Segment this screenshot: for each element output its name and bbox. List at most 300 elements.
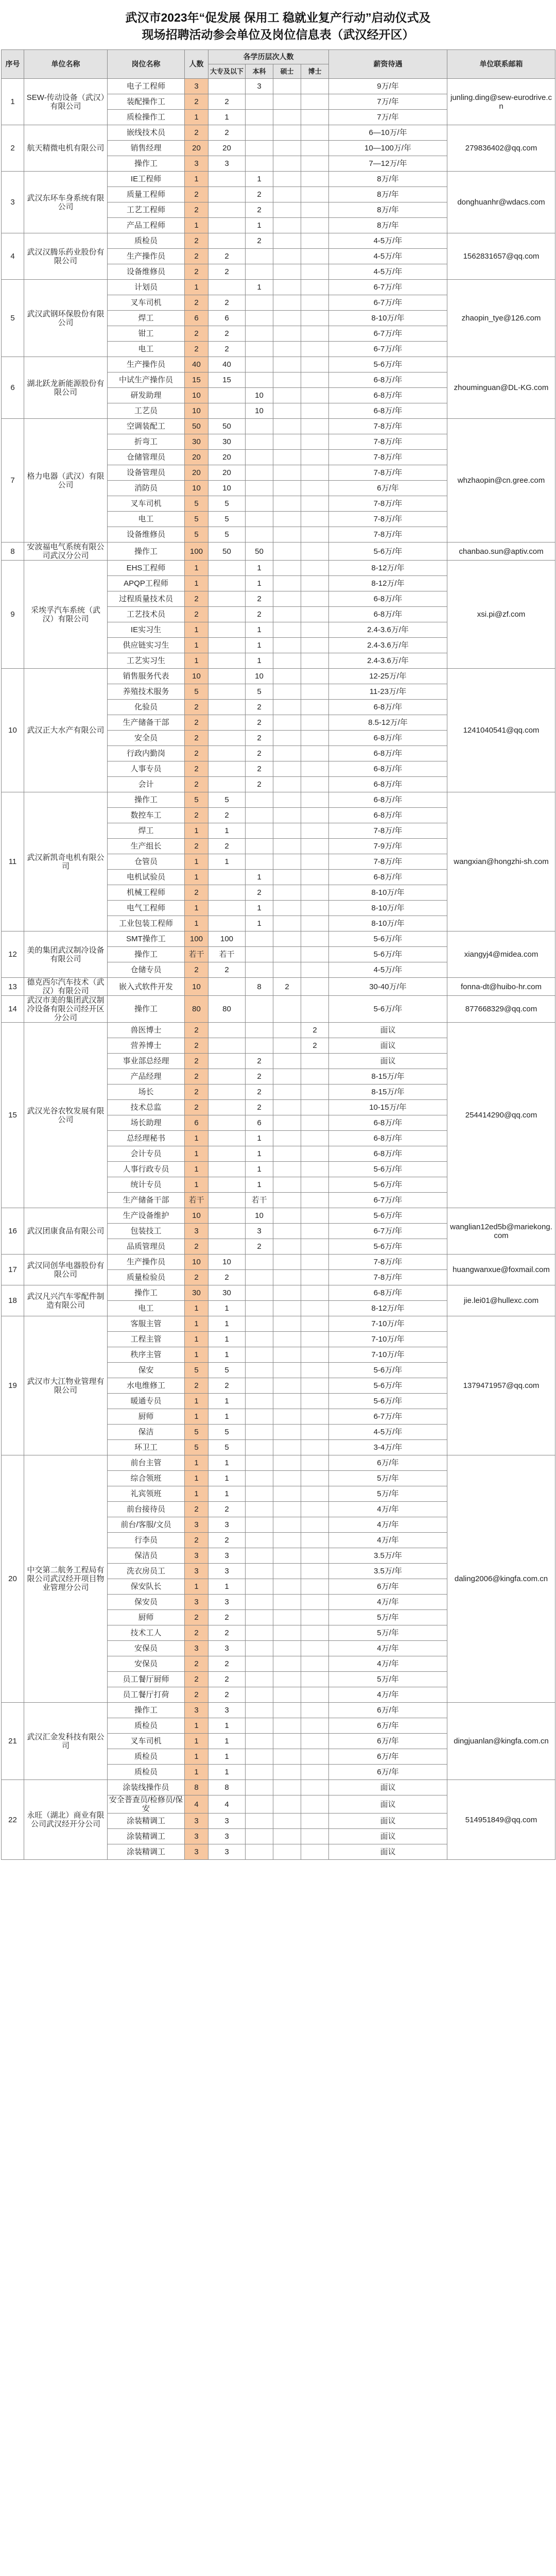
cell-position: 包装技工 [108,1224,185,1239]
cell-edu-master [273,1440,301,1455]
cell-edu-bachelor [246,264,273,280]
cell-edu-bachelor [246,94,273,110]
cell-edu-master [273,1765,301,1780]
cell-edu-bachelor: 1 [246,653,273,669]
cell-count: 1 [185,1734,208,1749]
cell-edu-college [208,79,246,94]
cell-edu-college: 2 [208,249,246,264]
header-position: 岗位名称 [108,50,185,79]
cell-count: 1 [185,1486,208,1502]
cell-count: 2 [185,1687,208,1703]
table-row [2,1255,555,1270]
cell-salary: 6-7万/年 [329,1224,447,1239]
cell-edu-college [208,1069,246,1084]
cell-count: 2 [185,1378,208,1394]
cell-salary: 8.5-12万/年 [329,715,447,731]
cell-edu-master [273,870,301,885]
cell-edu-college [208,700,246,715]
cell-count: 2 [185,1023,208,1038]
company-contact-email: 877668329@qq.com [447,996,555,1023]
table-row [2,978,555,996]
company-name: 采埃孚汽车系统（武汉）有限公司 [24,561,108,669]
cell-count: 5 [185,512,208,527]
cell-edu-bachelor [246,481,273,496]
cell-edu-bachelor: 1 [246,1177,273,1193]
cell-edu-college [208,653,246,669]
cell-edu-doctor [301,561,329,576]
cell-position: 品质管理员 [108,1239,185,1255]
cell-edu-bachelor [246,1765,273,1780]
cell-salary: 8-10万/年 [329,311,447,326]
company-contact-email: 279836402@qq.com [447,125,555,172]
cell-edu-master [273,669,301,684]
cell-count: 1 [185,823,208,839]
cell-edu-master [273,607,301,622]
cell-edu-doctor [301,931,329,947]
cell-edu-bachelor: 2 [246,233,273,249]
cell-edu-doctor [301,962,329,978]
cell-edu-master [273,1844,301,1860]
cell-position: 员工餐厅打荷 [108,1687,185,1703]
cell-edu-master [273,792,301,808]
cell-edu-doctor [301,1255,329,1270]
cell-count: 1 [185,870,208,885]
cell-count: 10 [185,481,208,496]
cell-position: EHS工程师 [108,561,185,576]
company-no: 21 [2,1703,24,1780]
cell-salary: 6万/年 [329,1765,447,1780]
cell-edu-doctor [301,1625,329,1641]
cell-position: 暖通专员 [108,1394,185,1409]
cell-salary: 6万/年 [329,1455,447,1471]
cell-position: 叉车司机 [108,1734,185,1749]
cell-salary: 5-6万/年 [329,1162,447,1177]
cell-edu-doctor [301,202,329,218]
cell-edu-bachelor: 2 [246,731,273,746]
cell-edu-bachelor [246,1610,273,1625]
company-name: 航天精微电机有限公司 [24,125,108,172]
company-name: 武汉团康食品有限公司 [24,1208,108,1255]
cell-edu-doctor [301,403,329,419]
cell-edu-college: 2 [208,125,246,141]
cell-count: 5 [185,496,208,512]
cell-count: 2 [185,700,208,715]
cell-edu-doctor [301,372,329,388]
cell-edu-bachelor: 10 [246,1208,273,1224]
cell-edu-bachelor [246,1425,273,1440]
cell-count: 10 [185,388,208,403]
cell-count: 2 [185,249,208,264]
cell-count: 3 [185,156,208,172]
cell-salary: 面议 [329,1814,447,1829]
cell-edu-bachelor: 1 [246,916,273,931]
company-name: 武汉市美的集团武汉制冷设备有限公司经开区分公司 [24,996,108,1023]
table-row [2,669,555,684]
table-row [2,1703,555,1718]
cell-salary: 8-12万/年 [329,576,447,591]
cell-edu-master [273,357,301,372]
cell-salary: 6-8万/年 [329,792,447,808]
cell-salary: 10—100万/年 [329,141,447,156]
cell-edu-doctor [301,885,329,901]
cell-edu-college: 1 [208,110,246,125]
cell-edu-doctor [301,342,329,357]
cell-salary: 7万/年 [329,94,447,110]
cell-count: 2 [185,187,208,202]
cell-position: 折弯工 [108,434,185,450]
company-contact-email: zhouminguan@DL-KG.com [447,357,555,419]
cell-edu-master [273,854,301,870]
company-no: 12 [2,931,24,978]
cell-edu-doctor [301,434,329,450]
cell-position: 钳工 [108,326,185,342]
company-no: 6 [2,357,24,419]
cell-edu-doctor [301,187,329,202]
cell-edu-master [273,1486,301,1502]
cell-edu-bachelor: 1 [246,1131,273,1146]
cell-edu-college [208,1054,246,1069]
cell-position: 仓储专员 [108,962,185,978]
cell-edu-bachelor: 2 [246,1054,273,1069]
cell-edu-master [273,1718,301,1734]
cell-edu-bachelor [246,1625,273,1641]
company-contact-email: huangwanxue@foxmail.com [447,1255,555,1285]
cell-position: 电工 [108,1301,185,1316]
cell-position: 嵌线技术员 [108,125,185,141]
cell-count: 1 [185,901,208,916]
cell-edu-master [273,1749,301,1765]
cell-salary: 30-40万/年 [329,978,447,996]
cell-edu-master [273,1533,301,1548]
cell-edu-master [273,684,301,700]
cell-count: 10 [185,669,208,684]
cell-edu-bachelor: 1 [246,901,273,916]
cell-salary: 7-10万/年 [329,1347,447,1363]
cell-edu-bachelor [246,1564,273,1579]
cell-position: 操作工 [108,1703,185,1718]
cell-position: 操作工 [108,996,185,1023]
cell-edu-doctor [301,496,329,512]
cell-edu-doctor [301,1316,329,1332]
cell-edu-master [273,996,301,1023]
cell-edu-master [273,1224,301,1239]
cell-count: 2 [185,125,208,141]
company-no: 14 [2,996,24,1023]
cell-salary: 6-8万/年 [329,372,447,388]
cell-edu-doctor [301,684,329,700]
cell-edu-master [273,1780,301,1795]
cell-edu-college [208,202,246,218]
cell-edu-college [208,1023,246,1038]
cell-salary: 4万/年 [329,1687,447,1703]
cell-edu-master [273,1285,301,1301]
cell-edu-bachelor: 1 [246,870,273,885]
cell-position: IE实习生 [108,622,185,638]
cell-count: 2 [185,591,208,607]
cell-edu-bachelor: 2 [246,591,273,607]
cell-salary: 7-8万/年 [329,854,447,870]
cell-edu-bachelor [246,962,273,978]
cell-edu-master [273,419,301,434]
table-row [2,792,555,808]
cell-position: 消防员 [108,481,185,496]
cell-edu-master [273,1363,301,1378]
cell-edu-college [208,684,246,700]
cell-edu-bachelor [246,1285,273,1301]
cell-edu-bachelor: 50 [246,543,273,561]
cell-count: 2 [185,1610,208,1625]
cell-edu-doctor [301,792,329,808]
company-no: 15 [2,1023,24,1208]
cell-edu-master [273,1054,301,1069]
cell-count: 2 [185,233,208,249]
cell-position: 安保员 [108,1656,185,1672]
cell-edu-bachelor: 10 [246,403,273,419]
cell-edu-master [273,326,301,342]
cell-edu-college [208,607,246,622]
cell-edu-college: 3 [208,1517,246,1533]
company-no: 16 [2,1208,24,1255]
cell-salary: 11-23万/年 [329,684,447,700]
cell-count: 2 [185,1270,208,1285]
cell-salary: 面议 [329,1829,447,1844]
header-edu-doctor: 博士 [301,64,329,79]
cell-edu-doctor [301,1146,329,1162]
company-no: 10 [2,669,24,792]
cell-edu-bachelor: 6 [246,1115,273,1131]
cell-position: 质检操作工 [108,110,185,125]
table-row [2,1455,555,1471]
cell-edu-doctor [301,591,329,607]
cell-edu-doctor [301,1224,329,1239]
cell-edu-doctor [301,1814,329,1829]
cell-position: 生产储备干部 [108,1193,185,1208]
table-row [2,419,555,434]
cell-edu-college [208,1177,246,1193]
cell-edu-bachelor: 1 [246,280,273,295]
cell-salary: 6-8万/年 [329,403,447,419]
company-contact-email: chanbao.sun@aptiv.com [447,543,555,561]
cell-edu-bachelor [246,156,273,172]
cell-salary: 5-6万/年 [329,357,447,372]
cell-edu-doctor [301,1177,329,1193]
cell-position: 操作工 [108,543,185,561]
cell-position: 质量检验员 [108,1270,185,1285]
cell-edu-master [273,1595,301,1610]
cell-edu-doctor [301,1301,329,1316]
cell-salary: 7—12万/年 [329,156,447,172]
cell-edu-master [273,1687,301,1703]
cell-edu-doctor [301,761,329,777]
cell-position: 仓储管理员 [108,450,185,465]
cell-position: 安保员 [108,1641,185,1656]
cell-position: 保安队长 [108,1579,185,1595]
cell-position: 电工 [108,342,185,357]
cell-edu-bachelor: 2 [246,885,273,901]
cell-edu-college: 2 [208,264,246,280]
cell-edu-master [273,202,301,218]
cell-edu-doctor [301,141,329,156]
cell-count: 1 [185,1409,208,1425]
cell-edu-master [273,638,301,653]
cell-edu-master: 2 [273,978,301,996]
cell-edu-bachelor: 1 [246,576,273,591]
cell-edu-doctor [301,823,329,839]
cell-salary: 8-15万/年 [329,1084,447,1100]
cell-edu-bachelor [246,1844,273,1860]
cell-edu-master [273,94,301,110]
cell-edu-college: 若干 [208,947,246,962]
cell-edu-college: 5 [208,527,246,543]
cell-salary: 4万/年 [329,1641,447,1656]
cell-salary: 6-8万/年 [329,1115,447,1131]
cell-position: 质检员 [108,233,185,249]
cell-edu-bachelor [246,311,273,326]
cell-edu-master [273,761,301,777]
cell-count: 3 [185,1595,208,1610]
cell-edu-master [273,388,301,403]
cell-edu-master [273,543,301,561]
cell-edu-doctor [301,1795,329,1814]
cell-edu-doctor [301,1054,329,1069]
cell-edu-master [273,1471,301,1486]
cell-edu-bachelor [246,792,273,808]
cell-edu-doctor [301,1672,329,1687]
cell-edu-doctor [301,777,329,792]
table-row [2,79,555,94]
cell-salary: 6-8万/年 [329,731,447,746]
cell-edu-college: 1 [208,1394,246,1409]
cell-salary: 8-15万/年 [329,1069,447,1084]
company-contact-email: fonna-dt@huibo-hr.com [447,978,555,996]
cell-salary: 9万/年 [329,79,447,94]
cell-edu-college: 1 [208,1455,246,1471]
cell-edu-doctor [301,1517,329,1533]
cell-edu-bachelor [246,1641,273,1656]
cell-edu-doctor [301,481,329,496]
cell-edu-doctor [301,854,329,870]
cell-salary: 5-6万/年 [329,1394,447,1409]
cell-edu-master [273,1795,301,1814]
company-name: 武汉东环车身系统有限公司 [24,172,108,233]
cell-edu-college: 50 [208,419,246,434]
cell-edu-doctor [301,450,329,465]
company-name: 武汉武钢环保股份有限公司 [24,280,108,357]
cell-edu-college: 1 [208,1765,246,1780]
cell-count: 40 [185,357,208,372]
cell-edu-master [273,916,301,931]
cell-count: 3 [185,1814,208,1829]
cell-edu-college: 1 [208,1409,246,1425]
cell-position: 环卫工 [108,1440,185,1455]
cell-edu-doctor [301,1656,329,1672]
company-no: 20 [2,1455,24,1703]
cell-edu-master [273,1625,301,1641]
cell-edu-college: 2 [208,1687,246,1703]
cell-count: 2 [185,607,208,622]
cell-salary: 6万/年 [329,481,447,496]
cell-edu-college: 2 [208,962,246,978]
cell-edu-bachelor [246,1595,273,1610]
cell-salary: 7-8万/年 [329,823,447,839]
cell-edu-college [208,1162,246,1177]
cell-edu-doctor [301,388,329,403]
cell-position: 客服主管 [108,1316,185,1332]
cell-edu-bachelor: 5 [246,684,273,700]
cell-edu-college: 80 [208,996,246,1023]
table-row [2,172,555,187]
cell-salary: 面议 [329,1054,447,1069]
cell-salary: 5万/年 [329,1486,447,1502]
cell-edu-doctor [301,280,329,295]
cell-count: 5 [185,684,208,700]
cell-salary: 2.4-3.6万/年 [329,622,447,638]
cell-position: 保洁 [108,1425,185,1440]
header-edu-group: 各学历层次人数 [208,50,329,64]
cell-salary: 6-7万/年 [329,1193,447,1208]
cell-edu-college: 8 [208,1780,246,1795]
cell-edu-doctor [301,1844,329,1860]
cell-edu-college: 2 [208,326,246,342]
cell-edu-doctor [301,1455,329,1471]
cell-edu-master [273,141,301,156]
cell-edu-college: 1 [208,1316,246,1332]
cell-edu-college: 5 [208,792,246,808]
cell-position: 场长 [108,1084,185,1100]
cell-position: 叉车司机 [108,295,185,311]
cell-edu-master [273,1610,301,1625]
cell-edu-master [273,295,301,311]
cell-position: 中试生产操作员 [108,372,185,388]
cell-salary: 4-5万/年 [329,1425,447,1440]
table-row [2,543,555,561]
company-name: 武汉新凯奇电机有限公司 [24,792,108,931]
cell-edu-master [273,450,301,465]
company-no: 19 [2,1316,24,1455]
cell-count: 1 [185,561,208,576]
cell-edu-doctor [301,1100,329,1115]
cell-count: 2 [185,1100,208,1115]
cell-edu-college [208,1208,246,1224]
cell-edu-master [273,403,301,419]
cell-edu-master [273,1564,301,1579]
cell-edu-college: 3 [208,1703,246,1718]
cell-edu-master [273,746,301,761]
cell-count: 3 [185,1641,208,1656]
cell-salary: 6万/年 [329,1734,447,1749]
cell-edu-college: 1 [208,1718,246,1734]
cell-position: 统计专员 [108,1177,185,1193]
cell-edu-master [273,1131,301,1146]
cell-edu-bachelor: 2 [246,1069,273,1084]
cell-edu-master [273,823,301,839]
cell-edu-bachelor [246,996,273,1023]
cell-edu-master [273,731,301,746]
cell-count: 30 [185,434,208,450]
cell-edu-doctor [301,1579,329,1595]
cell-edu-doctor [301,1394,329,1409]
cell-count: 3 [185,1564,208,1579]
cell-count: 4 [185,1795,208,1814]
cell-edu-master [273,1734,301,1749]
cell-position: 工程主管 [108,1332,185,1347]
table-row [2,931,555,947]
header-edu-bachelor: 本科 [246,64,273,79]
cell-edu-bachelor [246,1829,273,1844]
cell-edu-master [273,1455,301,1471]
cell-edu-bachelor [246,1579,273,1595]
cell-salary: 4万/年 [329,1517,447,1533]
